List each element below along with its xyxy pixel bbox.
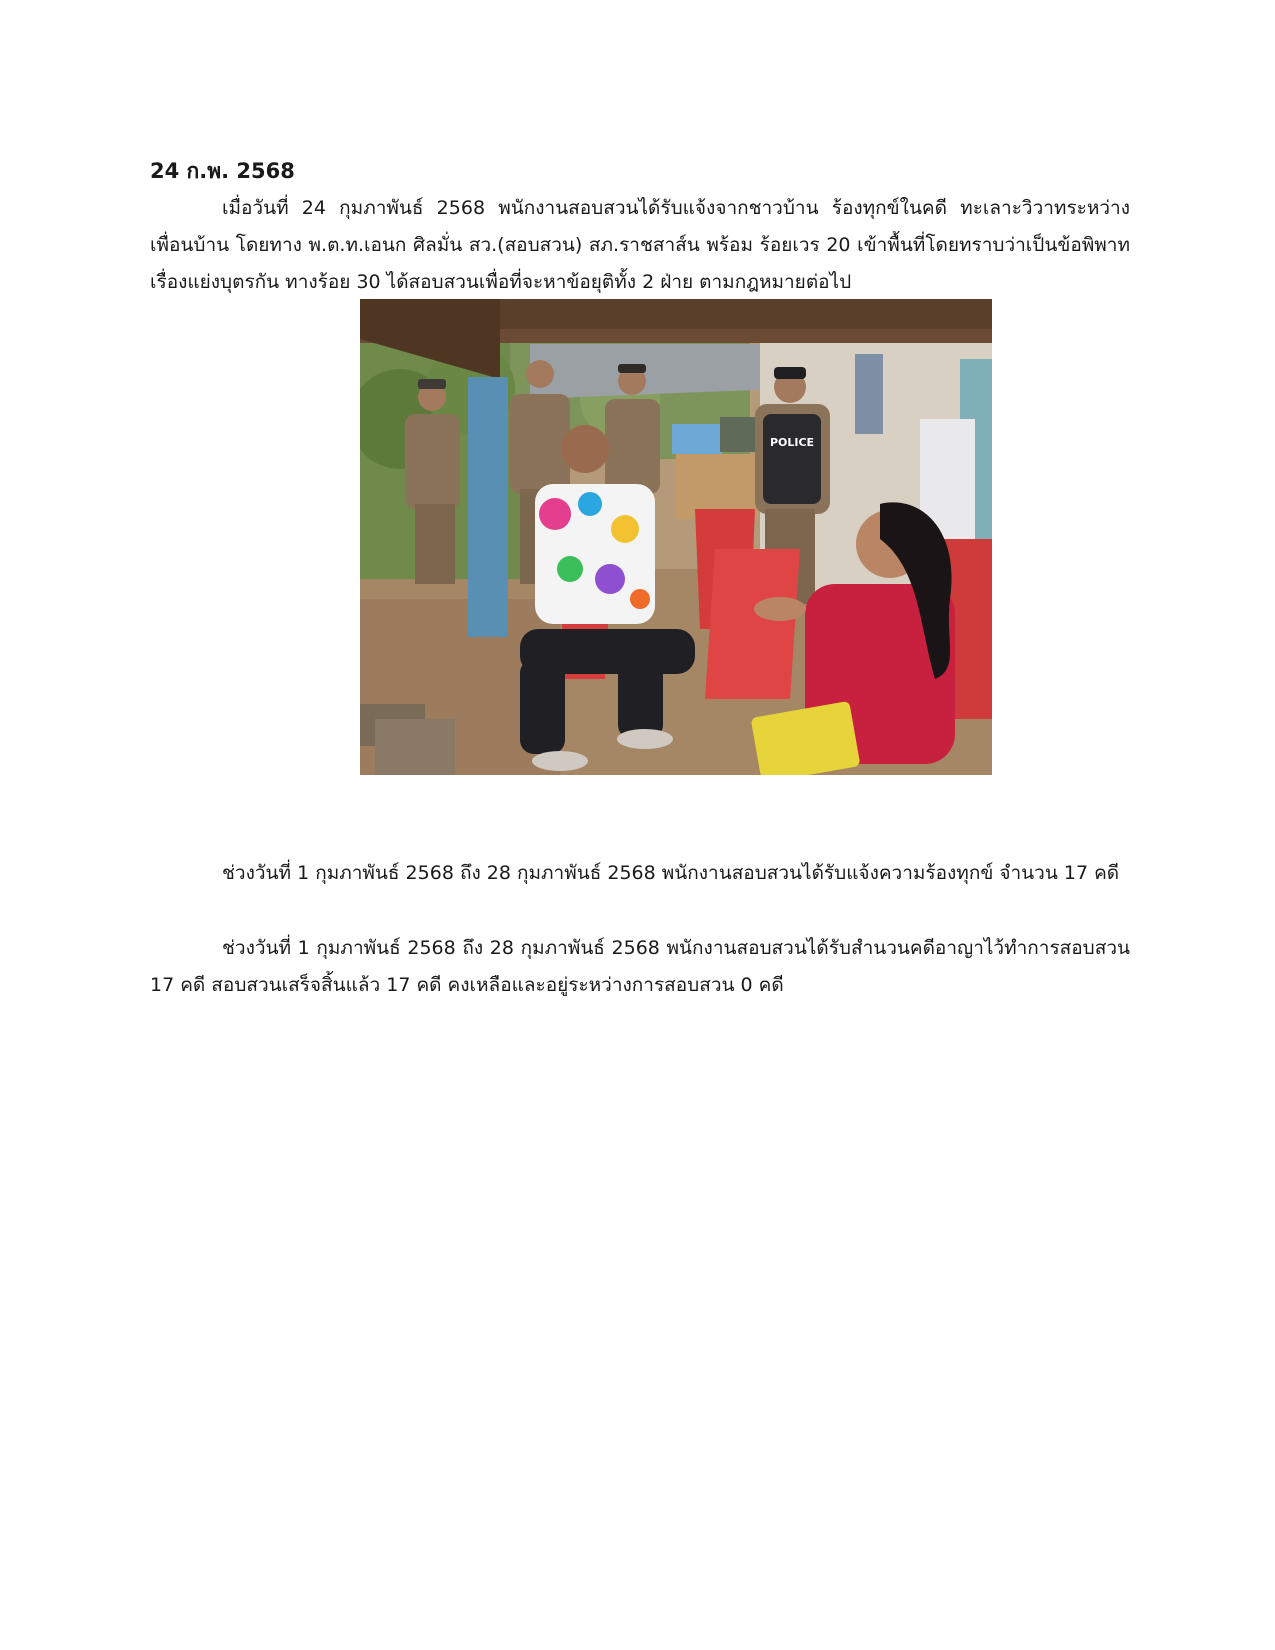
date-heading: 24 ก.พ. 2568: [150, 159, 295, 183]
statistics-investigations: ช่วงวันที่ 1 กุมภาพันธ์ 2568 ถึง 28 กุมภาพันธ์ 2568 พนักงานสอบสวนได้รับสำนวนคดีอาญาไว้ทำการสอบสวน 17 คดี สอบสวนเสร็จสิ้นแล้ว 17 คดี คงเหลือและอยู่ระหว่างการสอบสวน 0 คดี: [150, 937, 1130, 996]
field-visit-photo: [360, 299, 992, 775]
intro-paragraph: เมื่อวันที่ 24 กุมภาพันธ์ 2568 พนักงานสอบสวนได้รับแจ้งจากชาวบ้าน ร้องทุกข์ในคดี ทะเลาะวิวาทระหว่างเพื่อนบ้าน โดยทาง พ.ต.ท.เอนก ศิลมั่น สว.(สอบสวน) สภ.ราชสาส์น พร้อม ร้อยเวร 20 เข้าพื้นที่โดยทราบว่าเป็นข้อพิพาทเรื่องแย่งบุตรกัน ทางร้อย 30 ได้สอบสวนเพื่อที่จะหาข้อยุติทั้ง 2 ฝ่าย ตามกฎหมายต่อไป: [150, 197, 1130, 293]
police-vest-label: POLICE: [769, 436, 815, 449]
statistics-complaints: ช่วงวันที่ 1 กุมภาพันธ์ 2568 ถึง 28 กุมภาพันธ์ 2568 พนักงานสอบสวนได้รับแจ้งความร้องทุกข์ จำนวน 17 คดี: [222, 862, 1120, 884]
